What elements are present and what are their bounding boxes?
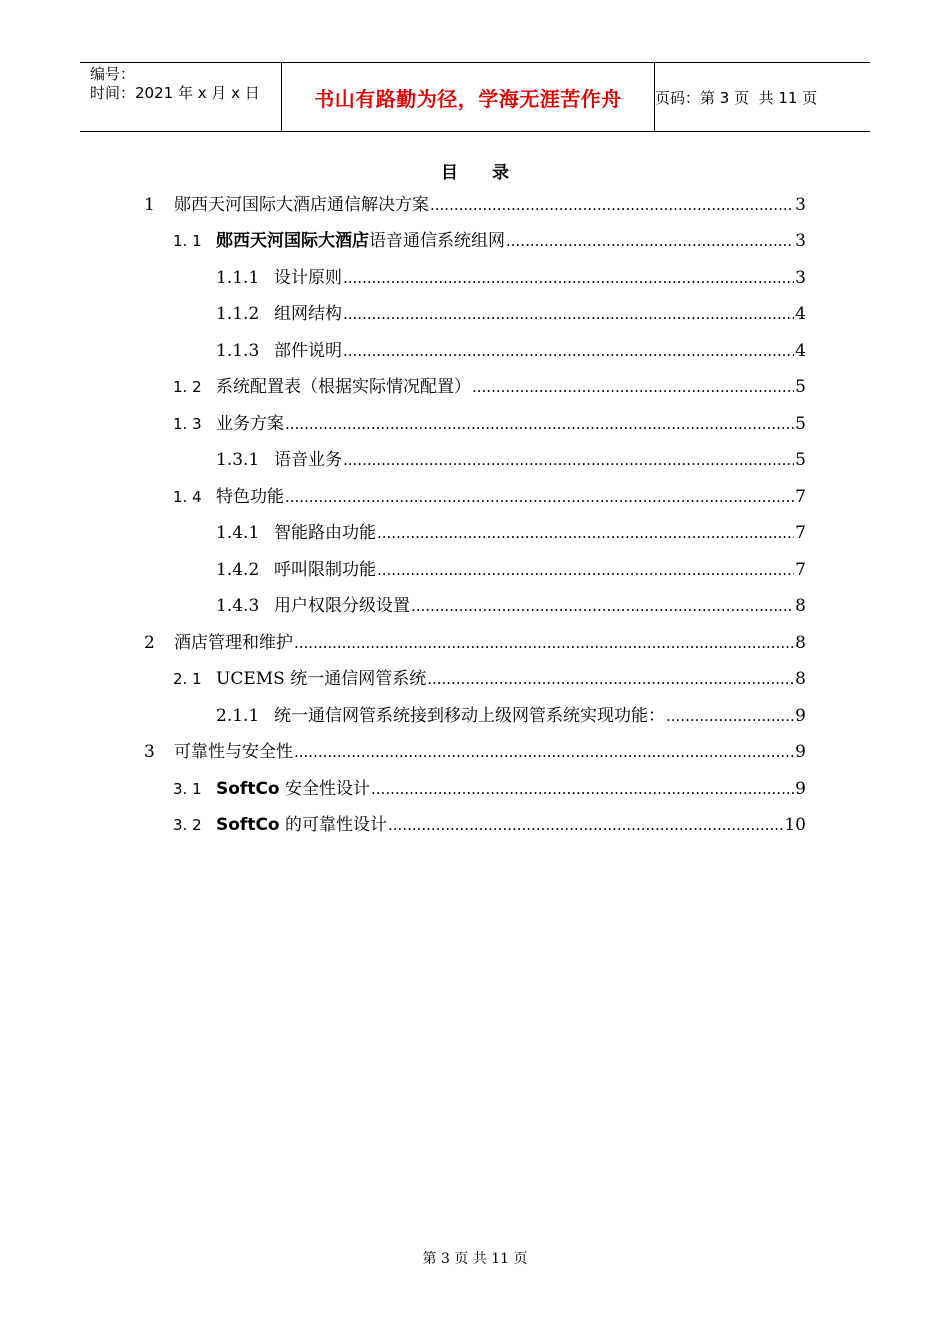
toc-entry[interactable] [144, 740, 806, 764]
toc-leader-dots [343, 302, 794, 326]
toc-leader-dots [430, 193, 794, 217]
toc-entry-number: 1. 2 [173, 378, 202, 396]
toc-entry-title: 酒店管理和维护 [174, 633, 293, 653]
header-motto-cell [282, 63, 655, 131]
toc-entry[interactable] [173, 412, 806, 436]
toc-entry-number: 1.4.1 [216, 523, 260, 543]
number-label: 编号： [90, 65, 136, 83]
toc-entry[interactable] [173, 375, 806, 399]
toc-entry-number: 1.3.1 [216, 450, 260, 470]
toc-entry-page: 5 [795, 450, 806, 470]
toc-entry-number: 1.4.2 [216, 560, 260, 580]
toc-entry-title: 设计原则 [274, 268, 342, 288]
toc-entry-title: UCEMS 统一通信网管系统 [216, 669, 427, 689]
toc-entry[interactable] [216, 704, 806, 728]
toc-leader-dots [343, 448, 794, 472]
toc-leader-dots [343, 266, 794, 290]
toc-entry[interactable] [216, 558, 806, 582]
toc-entry-number: 1.1.3 [216, 341, 260, 361]
toc-entry-page: 9 [795, 742, 806, 762]
toc-entry-number: 2.1.1 [216, 706, 260, 726]
toc-entry-number: 2 [144, 633, 155, 653]
toc-leader-dots [377, 521, 794, 545]
toc-entry-page: 5 [795, 377, 806, 397]
toc-entry-page: 9 [795, 706, 806, 726]
toc-entry-title: 组网结构 [274, 304, 342, 324]
toc-entry-title: 用户权限分级设置 [274, 596, 410, 616]
toc-entry-page: 3 [795, 195, 806, 215]
toc-entry[interactable] [216, 302, 806, 326]
toc-entry[interactable] [216, 339, 806, 363]
toc-leader-dots [472, 375, 794, 399]
toc-entry[interactable] [216, 594, 806, 618]
toc-entry-page: 3 [795, 268, 806, 288]
header-meta-cell [80, 63, 282, 131]
toc-entry-page: 5 [795, 414, 806, 434]
toc-leader-dots [666, 704, 794, 728]
toc-entry-title: 特色功能 [216, 487, 284, 507]
toc-leader-dots [285, 412, 794, 436]
toc-leader-dots [285, 485, 794, 509]
toc-entry[interactable] [173, 667, 806, 691]
toc-entry[interactable] [216, 448, 806, 472]
toc-entry-title: 系统配置表（根据实际情况配置） [216, 377, 471, 397]
toc-entry[interactable] [144, 193, 806, 217]
toc-entry-number: 3 [144, 742, 155, 762]
motto: 书山有路勤为径，学海无涯苦作舟 [314, 86, 622, 111]
toc-entry-number: 1. 1 [173, 232, 202, 250]
page-footer: 第 3 页 共 11 页 [422, 1251, 528, 1267]
toc-entry-page: 9 [795, 779, 806, 799]
toc-entry-title: 呼叫限制功能 [274, 560, 376, 580]
toc-entry[interactable] [216, 521, 806, 545]
toc-entry-title: 业务方案 [216, 414, 284, 434]
toc-entry-number: 1 [144, 195, 155, 215]
toc-entry[interactable] [173, 229, 806, 253]
toc-entry[interactable] [173, 485, 806, 509]
toc-entry-number: 1.1.2 [216, 304, 260, 324]
time-label: 时间：2021 年 x 月 x 日 [90, 84, 260, 102]
toc-entry[interactable] [173, 777, 806, 801]
toc-leader-dots [388, 813, 783, 837]
toc-entry-page: 7 [795, 560, 806, 580]
toc-leader-dots [371, 777, 794, 801]
toc-entry-number: 1. 3 [173, 415, 202, 433]
toc-entry-page: 7 [795, 487, 806, 507]
toc-leader-dots [294, 740, 794, 764]
toc-entry-page: 8 [795, 596, 806, 616]
header-page-cell [655, 63, 870, 131]
toc-entry-page: 8 [795, 669, 806, 689]
toc-entry-page: 7 [795, 523, 806, 543]
toc-entry-page: 10 [784, 815, 806, 835]
toc-entry-title: 安全性设计 [279, 779, 371, 799]
toc-entry-title: 郧西天河国际大酒店通信解决方案 [174, 195, 429, 215]
toc-title-right: 录 [492, 163, 509, 183]
toc-entry-title: 智能路由功能 [274, 523, 376, 543]
toc-entry[interactable] [173, 813, 806, 837]
page-info: 页码：第 3 页 共 11 页 [655, 88, 818, 107]
toc-entry[interactable] [216, 266, 806, 290]
toc-entry-page: 4 [795, 341, 806, 361]
toc-leader-dots [411, 594, 794, 618]
toc-entry-page: 3 [795, 231, 806, 251]
toc-leader-dots [427, 667, 794, 691]
toc-entry-title: 统一通信网管系统接到移动上级网管系统实现功能： [274, 706, 665, 726]
toc-leader-dots [377, 558, 794, 582]
toc-entry-number: 2. 1 [173, 670, 202, 688]
toc-entry-title-bold: SoftCo [216, 779, 280, 799]
toc-entry-number: 3. 1 [173, 780, 202, 798]
document-header [80, 62, 870, 132]
toc-entry-number: 3. 2 [173, 816, 202, 834]
toc-entry-number: 1.4.3 [216, 596, 260, 616]
toc-title-left: 目 [441, 163, 458, 183]
toc-entry-title: 语音通信系统组网 [369, 231, 505, 251]
toc-entry-title: 可靠性与安全性 [174, 742, 293, 762]
toc-entry-title: 语音业务 [274, 450, 342, 470]
toc-entry-number: 1.1.1 [216, 268, 260, 288]
toc-entry-number: 1. 4 [173, 488, 202, 506]
toc-title [0, 158, 950, 183]
toc-leader-dots [294, 631, 794, 655]
toc-entry-page: 4 [795, 304, 806, 324]
toc-entry[interactable] [144, 631, 806, 655]
toc-leader-dots [343, 339, 794, 363]
toc-entry-page: 8 [795, 633, 806, 653]
toc-entry-title: 部件说明 [274, 341, 342, 361]
toc-entry-title-bold: 郧西天河国际大酒店 [216, 231, 369, 251]
toc-entry-title: 的可靠性设计 [279, 815, 388, 835]
toc-leader-dots [506, 229, 794, 253]
toc-entry-title-bold: SoftCo [216, 815, 280, 835]
